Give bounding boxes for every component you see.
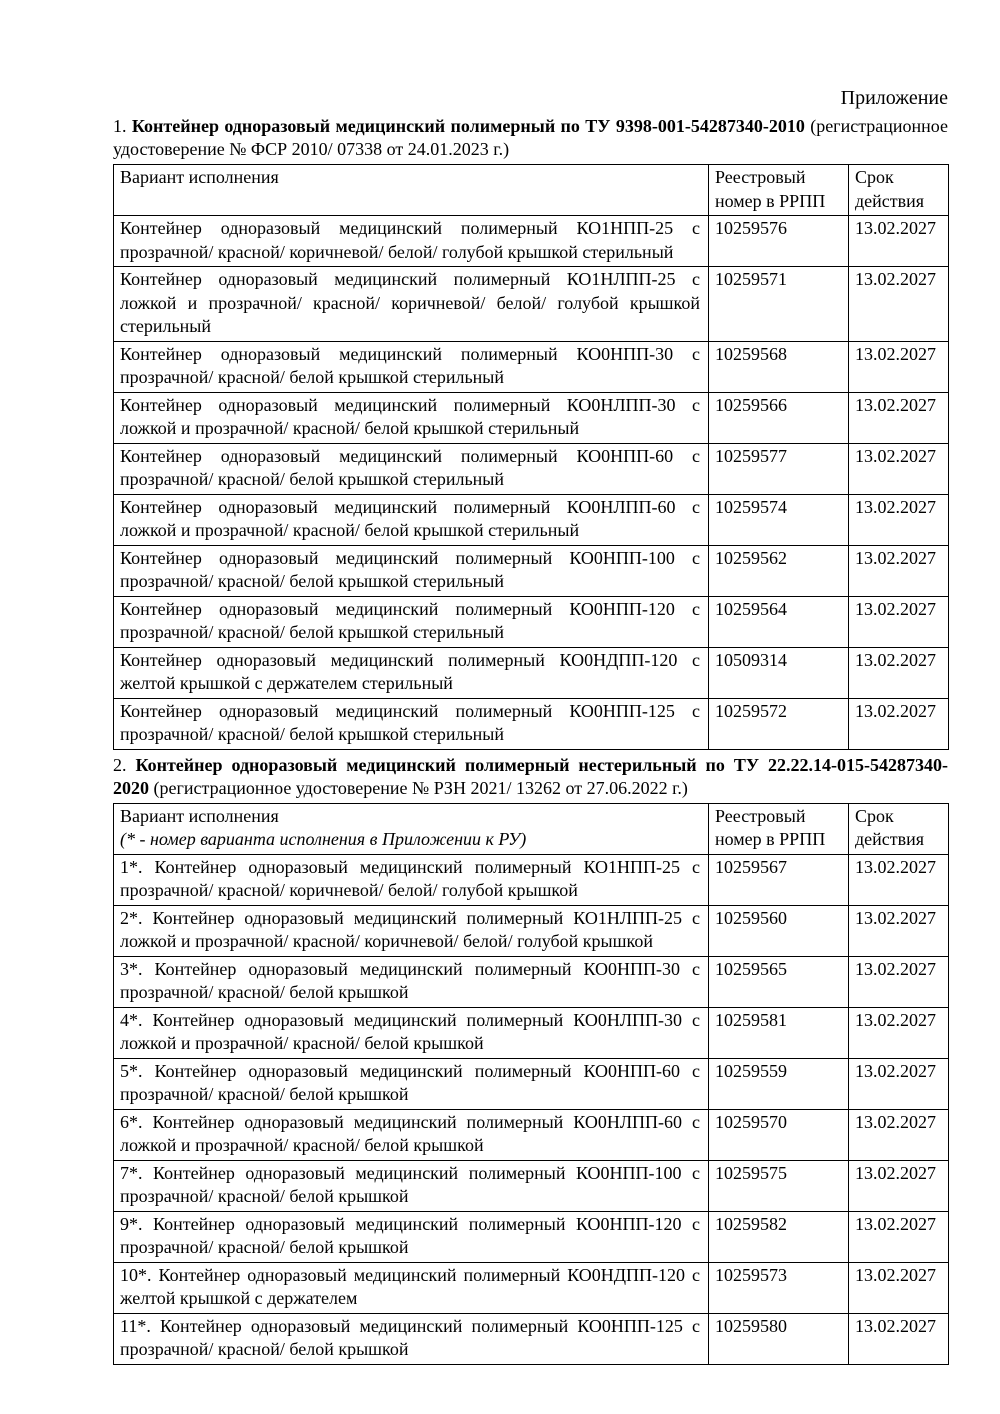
column-header-variant-label: Вариант исполнения <box>120 805 279 826</box>
cell-validity-date: 13.02.2027 <box>849 494 949 545</box>
cell-registry-number: 10259582 <box>709 1211 849 1262</box>
section-2 <box>113 754 948 1365</box>
section-1-table <box>113 164 949 750</box>
cell-validity-date: 13.02.2027 <box>849 698 949 749</box>
cell-validity-date: 13.02.2027 <box>849 596 949 647</box>
cell-validity-date: 13.02.2027 <box>849 443 949 494</box>
column-header-validity: Срок действия <box>849 165 949 216</box>
cell-registry-number: 10259571 <box>709 267 849 342</box>
cell-validity-date: 13.02.2027 <box>849 267 949 342</box>
table-row <box>114 905 949 956</box>
table-row <box>114 1313 949 1364</box>
column-header-variant-label: Вариант исполнения <box>120 167 279 187</box>
table-row <box>114 596 949 647</box>
table-row <box>114 1262 949 1313</box>
cell-validity-date: 13.02.2027 <box>849 1058 949 1109</box>
table-row <box>114 698 949 749</box>
cell-variant: 7*. Контейнер одноразовый медицинский полимерный КО0НПП-100 с прозрачной/ красной/ белой крышкой <box>114 1160 709 1211</box>
cell-registry-number: 10259567 <box>709 854 849 905</box>
cell-validity-date: 13.02.2027 <box>849 1109 949 1160</box>
section-2-table-header <box>114 803 949 854</box>
column-header-variant <box>114 165 709 216</box>
table-row <box>114 545 949 596</box>
table-row <box>114 494 949 545</box>
cell-registry-number: 10259573 <box>709 1262 849 1313</box>
cell-validity-date: 13.02.2027 <box>849 341 949 392</box>
section-1-number: 1. <box>113 116 127 136</box>
table-row <box>114 443 949 494</box>
section-1-title: Контейнер одноразовый медицинский полимерный по ТУ 9398-001-54287340-2010 <box>131 116 805 136</box>
table-row <box>114 1160 949 1211</box>
cell-registry-number: 10259580 <box>709 1313 849 1364</box>
cell-variant: Контейнер одноразовый медицинский полимерный КО0НПП-120 с прозрачной/ красной/ белой крышкой стерильный <box>114 596 709 647</box>
cell-validity-date: 13.02.2027 <box>849 216 949 267</box>
table-row <box>114 267 949 342</box>
cell-registry-number: 10259568 <box>709 341 849 392</box>
table-row <box>114 216 949 267</box>
cell-registry-number: 10259559 <box>709 1058 849 1109</box>
section-1-table-header <box>114 165 949 216</box>
cell-registry-number: 10509314 <box>709 647 849 698</box>
cell-validity-date: 13.02.2027 <box>849 1262 949 1313</box>
column-header-registry: Реестровый номер в РРПП <box>709 165 849 216</box>
cell-registry-number: 10259562 <box>709 545 849 596</box>
cell-validity-date: 13.02.2027 <box>849 854 949 905</box>
cell-variant: Контейнер одноразовый медицинский полимерный КО0НПП-30 с прозрачной/ красной/ белой крышкой стерильный <box>114 341 709 392</box>
cell-registry-number: 10259577 <box>709 443 849 494</box>
table-row <box>114 1058 949 1109</box>
cell-variant: Контейнер одноразовый медицинский полимерный КО1НЛПП-25 с ложкой и прозрачной/ красной/ коричневой/ белой/ голубой крышкой стерильный <box>114 267 709 342</box>
cell-validity-date: 13.02.2027 <box>849 392 949 443</box>
cell-registry-number: 10259575 <box>709 1160 849 1211</box>
cell-validity-date: 13.02.2027 <box>849 545 949 596</box>
cell-variant: Контейнер одноразовый медицинский полимерный КО0НПП-100 с прозрачной/ красной/ белой крышкой стерильный <box>114 545 709 596</box>
column-header-registry: Реестровый номер в РРПП <box>709 803 849 854</box>
cell-variant: 11*. Контейнер одноразовый медицинский полимерный КО0НПП-125 с прозрачной/ красной/ белой крышкой <box>114 1313 709 1364</box>
cell-variant: Контейнер одноразовый медицинский полимерный КО0НПП-60 с прозрачной/ красной/ белой крышкой стерильный <box>114 443 709 494</box>
cell-validity-date: 13.02.2027 <box>849 1211 949 1262</box>
cell-variant: 10*. Контейнер одноразовый медицинский полимерный КО0НДПП-120 с желтой крышкой с держателем <box>114 1262 709 1313</box>
cell-variant: 4*. Контейнер одноразовый медицинский полимерный КО0НЛПП-30 с ложкой и прозрачной/ красной/ белой крышкой <box>114 1007 709 1058</box>
section-1-table-body <box>114 216 949 750</box>
cell-registry-number: 10259565 <box>709 956 849 1007</box>
section-1-registration-note: (регистрационное удостоверение № ФСР 2010/ 07338 от 24.01.2023 г.) <box>113 116 949 159</box>
appendix-label: Приложение <box>840 87 948 109</box>
section-1 <box>113 115 948 750</box>
table-row <box>114 956 949 1007</box>
cell-variant: Контейнер одноразовый медицинский полимерный КО0НДПП-120 с желтой крышкой с держателем стерильный <box>114 647 709 698</box>
cell-variant: 5*. Контейнер одноразовый медицинский полимерный КО0НПП-60 с прозрачной/ красной/ белой крышкой <box>114 1058 709 1109</box>
cell-variant: Контейнер одноразовый медицинский полимерный КО1НПП-25 с прозрачной/ красной/ коричневой/ белой/ голубой крышкой стерильный <box>114 216 709 267</box>
cell-validity-date: 13.02.2027 <box>849 1160 949 1211</box>
table-header-row <box>114 803 949 854</box>
section-2-table <box>113 803 949 1365</box>
table-row <box>114 854 949 905</box>
cell-validity-date: 13.02.2027 <box>849 956 949 1007</box>
cell-variant: 9*. Контейнер одноразовый медицинский полимерный КО0НПП-120 с прозрачной/ красной/ белой крышкой <box>114 1211 709 1262</box>
cell-variant: 6*. Контейнер одноразовый медицинский полимерный КО0НЛПП-60 с ложкой и прозрачной/ красной/ белой крышкой <box>114 1109 709 1160</box>
table-row <box>114 1109 949 1160</box>
section-2-number: 2. <box>113 754 127 775</box>
cell-validity-date: 13.02.2027 <box>849 1313 949 1364</box>
cell-variant: 1*. Контейнер одноразовый медицинский полимерный КО1НПП-25 с прозрачной/ красной/ коричневой/ белой/ голубой крышкой <box>114 854 709 905</box>
section-2-table-body <box>114 854 949 1364</box>
cell-validity-date: 13.02.2027 <box>849 647 949 698</box>
cell-registry-number: 10259581 <box>709 1007 849 1058</box>
section-1-heading <box>113 115 948 161</box>
column-header-variant <box>114 803 709 854</box>
section-2-heading <box>113 754 948 800</box>
table-row <box>114 392 949 443</box>
cell-validity-date: 13.02.2027 <box>849 905 949 956</box>
cell-registry-number: 10259576 <box>709 216 849 267</box>
cell-variant: 2*. Контейнер одноразовый медицинский полимерный КО1НЛПП-25 с ложкой и прозрачной/ красной/ коричневой/ белой/ голубой крышкой <box>114 905 709 956</box>
cell-variant: Контейнер одноразовый медицинский полимерный КО0НЛПП-30 с ложкой и прозрачной/ красной/ белой крышкой стерильный <box>114 392 709 443</box>
column-header-validity: Срок действия <box>849 803 949 854</box>
table-row <box>114 1007 949 1058</box>
table-row <box>114 1211 949 1262</box>
cell-registry-number: 10259560 <box>709 905 849 956</box>
cell-registry-number: 10259572 <box>709 698 849 749</box>
cell-registry-number: 10259566 <box>709 392 849 443</box>
cell-registry-number: 10259574 <box>709 494 849 545</box>
cell-variant: Контейнер одноразовый медицинский полимерный КО0НПП-125 с прозрачной/ красной/ белой крышкой стерильный <box>114 698 709 749</box>
cell-registry-number: 10259570 <box>709 1109 849 1160</box>
section-2-registration-note: (регистрационное удостоверение № РЗН 2021/ 13262 от 27.06.2022 г.) <box>153 777 688 798</box>
cell-variant: 3*. Контейнер одноразовый медицинский полимерный КО0НПП-30 с прозрачной/ красной/ белой крышкой <box>114 956 709 1007</box>
column-header-variant-note: (* - номер варианта исполнения в Приложении к РУ) <box>120 829 527 849</box>
cell-registry-number: 10259564 <box>709 596 849 647</box>
table-row <box>114 341 949 392</box>
cell-validity-date: 13.02.2027 <box>849 1007 949 1058</box>
section-2-title: Контейнер одноразовый медицинский полимерный нестерильный по ТУ 22.22.14-015-54287340-2020 <box>113 754 948 798</box>
table-row <box>114 647 949 698</box>
cell-variant: Контейнер одноразовый медицинский полимерный КО0НЛПП-60 с ложкой и прозрачной/ красной/ белой крышкой стерильный <box>114 494 709 545</box>
table-header-row <box>114 165 949 216</box>
